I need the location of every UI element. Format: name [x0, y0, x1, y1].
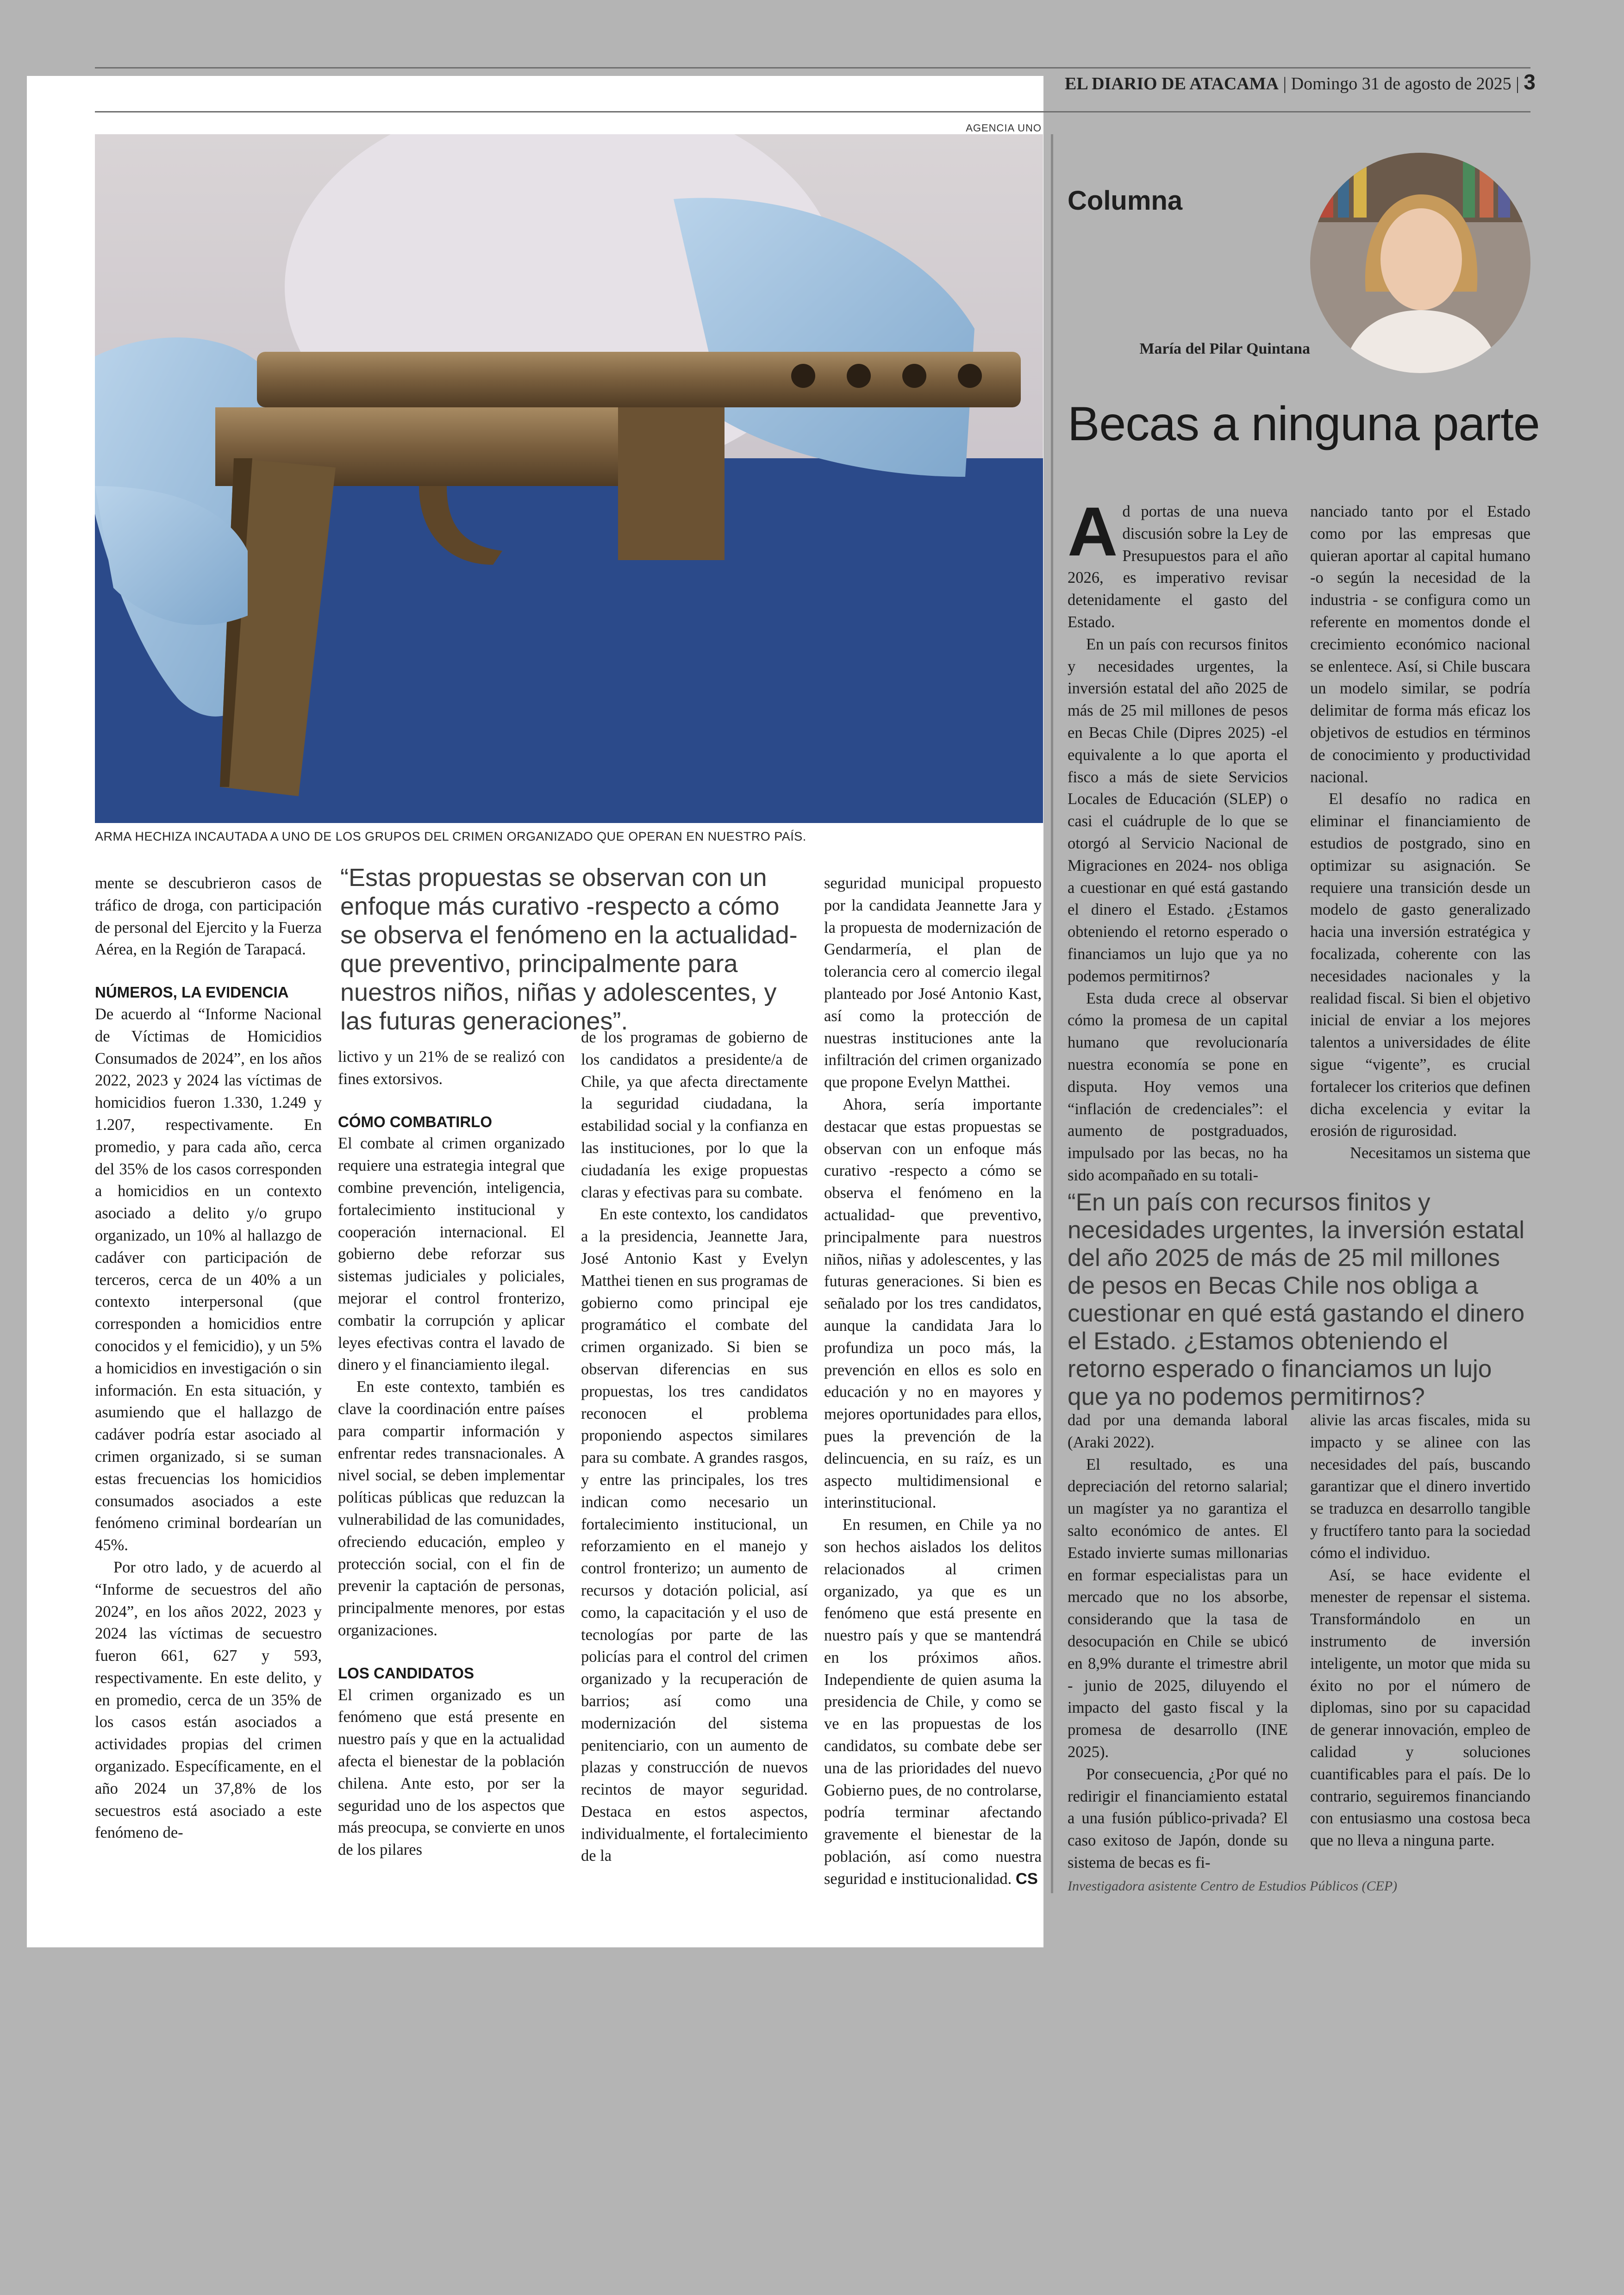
article-paragraph: El combate al crimen organizado requiere una estrategia integral que combine prevención, inteligencia, fortalecimiento institucional y cooperación internacional. El gobierno debe reforzar sus sistemas judiciales y policiales, mejorar el control fronterizo, combatir la corrupción y aplicar leyes efectivas contra el lavado de dinero y el financiamiento ilegal.: [338, 1135, 565, 1374]
opinion-paragraph: En un país con recursos finitos y necesidades urgentes, la inversión estatal del año 2025 de más de 25 mil millones de pesos en Becas Chile (Dipres 2025) -el equivalente a lo que aporta el fisco a más de siete Servicios Locales de Educación (SLEP) o casi el cuádruple de lo que se otorgó al Servicio Nacional de Migraciones en 2024- nos obliga a cuestionar en qué está gastando el dinero el Estado. ¿Estamos obteniendo el retorno esperado o financiamos un lujo que ya no podemos permitirnos?: [1068, 635, 1288, 985]
article-paragraph: En este contexto, los candidatos a la presidencia, Jeannette Jara, José Antonio Kast y Evelyn Matthei tienen en sus programas de gobierno como principal eje programático el combate del crimen organizado. Si bien se observan diferencias en sus propuestas, los tres candidatos reconocen el problema proponiendo aspectos similares para su combate. A grandes rasgos, y entre las principales, los tres indican como necesario un fortalecimiento institucional, un reforzamiento en el manejo y control fronterizo; un aumento de recursos y dotación policial, así como, la capacitación y el uso de tecnologías por parte de las policías para el control del crimen organizado y la recuperación de barrios; así como una modernización del sistema penitenciario, con un aumento de plazas y construcción de nuevos recintos de mayor seguridad. Destaca en estos aspectos, individualmente, el fortalecimiento de la: [581, 1205, 808, 1865]
opinion-column-2: [1310, 501, 1530, 1165]
drop-cap: A: [1068, 493, 1118, 570]
masthead-separator: |: [1511, 74, 1524, 94]
column-pullquote: “En un país con recursos finitos y necesidades urgentes, la inversión estatal del año 2025 de más de 25 mil millones de pesos en Becas Chile nos obliga a cuestionar en qué está gastando el dinero el Estado. ¿Estamos obteniendo el retorno esperado o financiamos un lujo que ya no podemos permitirnos?: [1068, 1189, 1525, 1410]
opinion-paragraph: alivie las arcas fiscales, mida su impacto y se alinee con las necesidades del país, buscando garantizar que el dinero invertido se traduzca en desarrollo tangible y fructífero tanto para la sociedad cómo el individuo.: [1310, 1411, 1530, 1562]
newspaper-name: EL DIARIO DE ATACAMA: [1065, 74, 1279, 94]
section-heading: LOS CANDIDATOS: [338, 1664, 474, 1682]
page-number: 3: [1524, 70, 1536, 94]
article-column-1: [95, 873, 322, 1844]
article-paragraph: Ahora, sería importante destacar que estas propuestas se observan con un enfoque más curativo -respecto a cómo se observa el fenómeno en la actualidad- que preventivo, principalmente para nuestros niños, niñas y adolescentes, y las futuras generaciones. Si bien es señalado por los tres candidatos, aunque la candidata Jara lo profundiza un poco más, la prevención en ellos es solo en educación y no en mayores y mejores oportunidades para ellos, pues la prevención de la delincuencia, en su raíz, es un aspecto multidimensional e interinstitucional.: [824, 1095, 1042, 1512]
opinion-paragraph: Así, se hace evidente el menester de repensar el sistema. Transformándolo en un instrumento de inversión inteligente, un motor que mida su éxito no por el número de diplomas, sino por su capacidad de generar innovación, empleo de calidad y soluciones cuantificables para el país. De lo contrario, seguiremos financiando con entusiasmo una costosa beca que no lleva a ninguna parte.: [1310, 1566, 1530, 1850]
column-divider: [1051, 134, 1053, 1893]
photo-caption: ARMA HECHIZA INCAUTADA A UNO DE LOS GRUPOS DEL CRIMEN ORGANIZADO QUE OPERAN EN NUESTRO PAÍS.: [95, 829, 806, 843]
opinion-paragraph: nanciado tanto por el Estado como por las empresas que quieran aportar al capital humano -o según la necesidad de la industria - se configura como un referente en momentos donde el crecimiento económico nacional se enlentece. Así, si Chile buscara un modelo similar, se podría delimitar de forma más eficaz los objetivos de estudios en términos de conocimiento y productividad nacional.: [1310, 503, 1530, 786]
opinion-paragraph: dad por una demanda laboral (Araki 2022).: [1068, 1411, 1288, 1451]
section-heading: CÓMO COMBATIRLO: [338, 1113, 493, 1130]
opinion-paragraph: El desafío no radica en eliminar el financiamiento de estudios de postgrado, sino en optimizar su asignación. Se requiere una transición desde un modelo de gasto generalizado hacia una inversión estratégica y focalizada, coherente con las necesidades nacionales y la realidad fiscal. Si bien el objetivo inicial de enviar a los mejores talentos a universidades de élite sigue “vigente”, es crucial fortalecer los criterios que definen dicha excelencia y evitar la erosión de rigurosidad.: [1310, 790, 1530, 1140]
header-top-rule: [95, 67, 1530, 69]
issue-date: Domingo 31 de agosto de 2025: [1291, 74, 1512, 94]
end-of-article-mark: CS: [1015, 1870, 1038, 1888]
article-column-4: [824, 873, 1042, 1890]
article-pullquote: “Estas propuestas se observan con un enfoque más curativo -respecto a cómo se observa el fenómeno en la actualidad- que preventivo, principalmente para nuestros niños, niñas y adolescentes, y las futuras generaciones”.: [340, 864, 798, 1035]
article-column-2: [338, 1046, 565, 1861]
opinion-column-4: [1310, 1409, 1530, 1852]
weapon-photo-illustration: [95, 134, 1043, 823]
author-portrait-illustration: [1310, 153, 1530, 373]
author-avatar: [1310, 153, 1530, 373]
author-name: María del Pilar Quintana: [1139, 340, 1310, 357]
article-paragraph: mente se descubrieron casos de tráfico de droga, con participación de personal del Ejercito y la Fuerza Aérea, en la Región de Tarapacá.: [95, 874, 322, 959]
article-paragraph: En este contexto, también es clave la coordinación entre países para compartir información y enfrentar redes transnacionales. A nivel social, se deben implementar políticas públicas que reduzcan la vulnerabilidad de las comunidades, ofreciendo educación, empleo y protección social, con el fin de prevenir la captación de personas, principalmente menores, por estas organizaciones.: [338, 1378, 565, 1639]
author-bio: Investigadora asistente Centro de Estudios Públicos (CEP): [1068, 1878, 1398, 1894]
article-paragraph: Por otro lado, y de acuerdo al “Informe de secuestros del año 2024”, en los años 2022, 2023 y 2024 las víctimas de secuestro fueron 661, 627 y 593, respectivamente. En este delito, y en promedio, cerca de un 35% de los casos están asociados a actividades propias del crimen organizado. Específicamente, en el año 2024 un 37,8% de los secuestros está asociado a este fenómeno de-: [95, 1558, 322, 1842]
article-paragraph: lictivo y un 21% de se realizó con fines extorsivos.: [338, 1048, 565, 1088]
weapon-photo: [95, 134, 1043, 823]
masthead-separator: |: [1279, 74, 1291, 94]
article-paragraph: seguridad municipal propuesto por la candidata Jeannette Jara y la propuesta de modernización de Gendarmería, el plan de tolerancia cero al comercio ilegal planteado por José Antonio Kast, así como la protección de nuestras instituciones ante la infiltración del crimen organizado que propone Evelyn Matthei.: [824, 874, 1042, 1091]
opinion-paragraph: [1068, 493, 1288, 634]
opinion-lead-text: d portas de una nueva discusión sobre la Ley de Presupuestos para el año 2026, es imperativo revisar detenidamente el gasto del Estado.: [1068, 503, 1288, 631]
article-paragraph: [824, 1514, 1042, 1890]
column-headline: Becas a ninguna parte: [1068, 397, 1540, 451]
article-paragraph: De acuerdo al “Informe Nacional de Víctimas de Homicidios Consumados de 2024”, en los años 2022, 2023 y 2024 las víctimas de homicidios fueron 1.330, 1.249 y 1.207, respectivamente. En promedio, y para cada año, cerca del 35% de los casos corresponden a homicidios en un contexto asociado a delito y/o grupo organizado, un 10% al hallazgo de cadáver con participación de terceros, cerca de un 40% a un contexto interpersonal (que corresponden a homicidios entre conocidos y el femicidio), y un 5% a homicidios en investigación o sin información. En esta situación, y asumiendo que el hallazgo de cadáver podría estar asociado al crimen organizado, si se suman estas frecuencias los homicidios consumados asociados a este fenómeno criminal bordearían un 45%.: [95, 1005, 322, 1554]
section-heading: NÚMEROS, LA EVIDENCIA: [95, 984, 289, 1001]
article-final-text: En resumen, en Chile ya no son hechos aislados los delitos relacionados al crimen organizado, ya que es un fenómeno que está presente en nuestro país y que se mantendrá en los próximos años. Independiente de quien asuma la presidencia de Chile, y como se ve en las propuestas de los candidatos, su combate debe ser una de las prioridades del nuevo Gobierno pues, de no controlarse, podría terminar afectando gravemente el bienestar de la población, así como nuestra seguridad e institucionalidad.: [824, 1516, 1042, 1888]
opinion-paragraph: Por consecuencia, ¿Por qué no redirigir el financiamiento estatal a una fusión público-privada? El caso exitoso de Japón, donde su sistema de becas es fi-: [1068, 1765, 1288, 1871]
article-column-3: [581, 1027, 808, 1867]
header-bottom-rule: [95, 111, 1530, 112]
section-label: Columna: [1068, 186, 1183, 216]
opinion-paragraph: Necesitamos un sistema que: [1350, 1144, 1530, 1162]
opinion-paragraph: El resultado, es una depreciación del retorno salarial; un magíster ya no garantiza el salto económico de antes. El Estado invierte sumas millonarias en formar especialistas para un mercado que no los absorbe, considerando que la tasa de desocupación en Chile se ubicó en 8,9% durante el trimestre abril - junio de 2025, diluyendo el impacto del gasto fiscal y la promesa de desarrollo (INE 2025).: [1068, 1455, 1288, 1761]
article-paragraph: de los programas de gobierno de los candidatos a presidente/a de Chile, ya que afecta directamente la seguridad ciudadana, la estabilidad social y la confianza en las instituciones, por lo que la ciudadanía les exige propuestas claras y efectivas para su combate.: [581, 1029, 808, 1201]
opinion-column-3: [1068, 1409, 1288, 1874]
masthead: [1065, 69, 1536, 94]
opinion-column-1: [1068, 493, 1288, 1187]
opinion-paragraph: Esta duda crece al observar cómo la promesa de un capital humano que revolucionaría nuestra economía se pone en disputa. Hoy vemos una “inflación de credenciales”: el aumento de postgraduados, impulsado por las becas, no ha sido acompañado en su totali-: [1068, 989, 1288, 1184]
article-paragraph: El crimen organizado es un fenómeno que está presente en nuestro país y que en la actualidad afecta el bienestar de la población chilena. Ante esto, por ser la seguridad uno de los aspectos que más preocupa, se convierte en unos de los pilares: [338, 1686, 565, 1859]
photo-credit: AGENCIA UNO: [966, 122, 1042, 134]
